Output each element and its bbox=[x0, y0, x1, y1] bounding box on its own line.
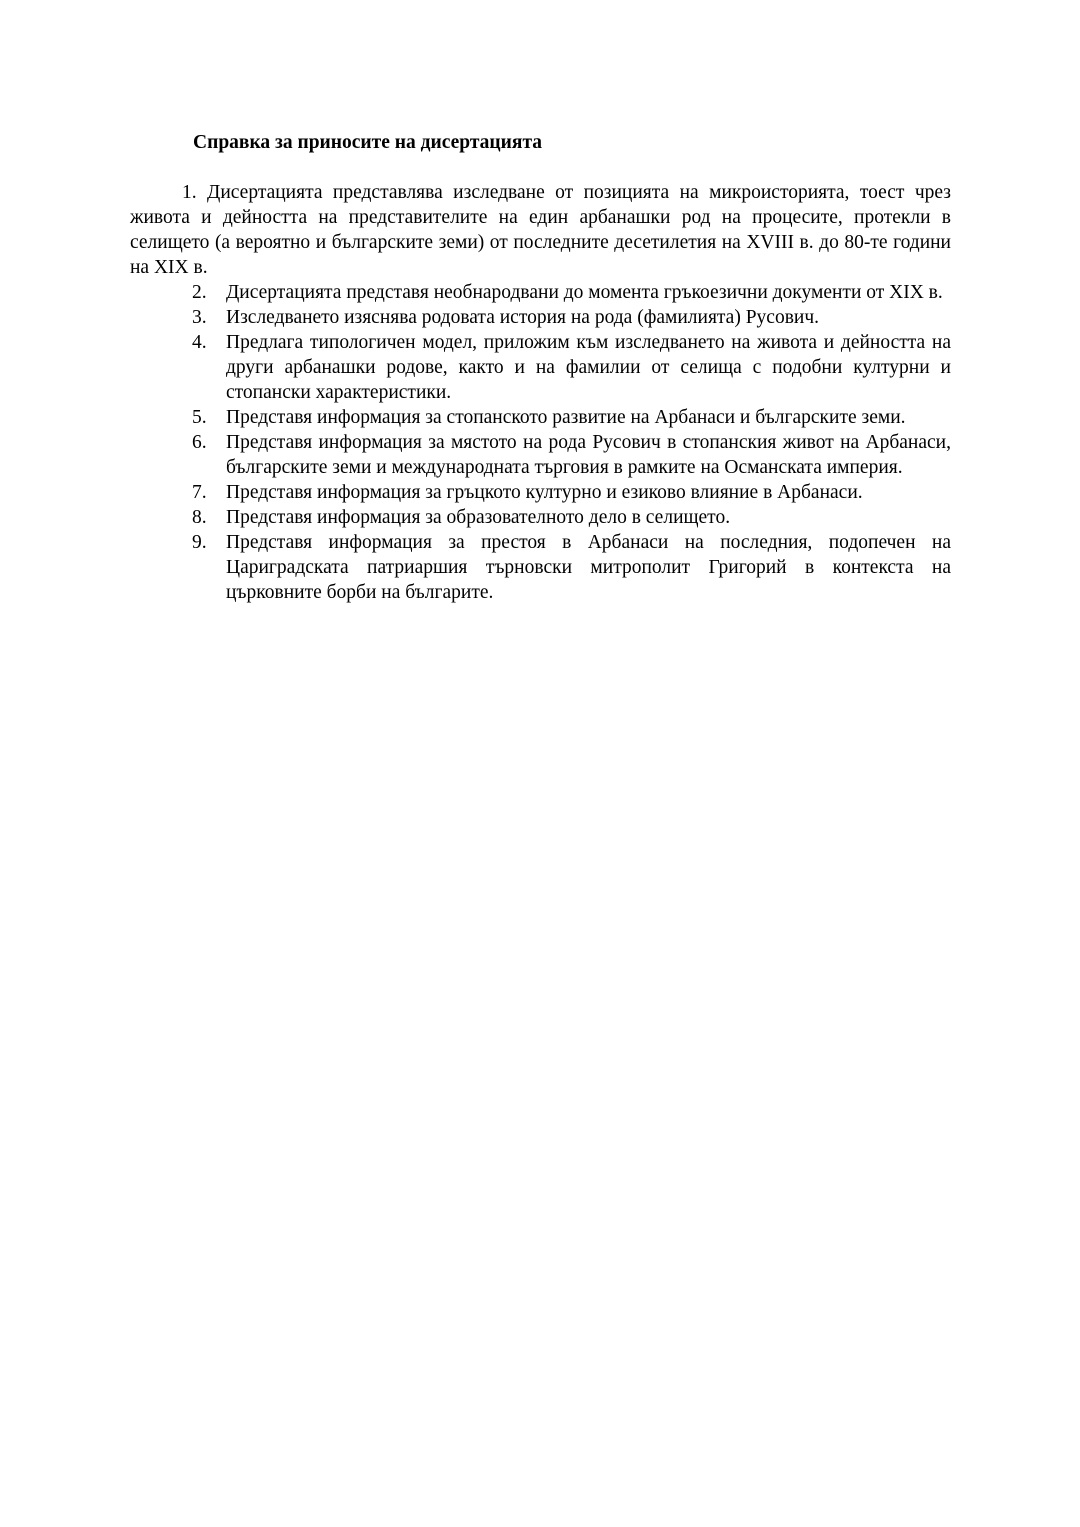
document-title: Справка за приносите на дисертацията bbox=[193, 132, 543, 153]
list-item bbox=[130, 505, 951, 530]
list-item-number: 4. bbox=[192, 332, 207, 353]
list-item-text: Представя информация за престоя в Арбанаси на последния, подопечен на Цариградската патриаршия търновски митрополит Григорий в контекста на църковните борби на българите. bbox=[226, 532, 951, 603]
list-item-text: Дисертацията представя необнародвани до момента гръкоезични документи от XIX в. bbox=[226, 282, 943, 303]
list-item-number: 8. bbox=[192, 507, 207, 528]
list-item bbox=[130, 480, 951, 505]
list-item bbox=[130, 405, 951, 430]
list-item-text: Предлага типологичен модел, приложим към изследването на живота и дейността на други арбанашки родове, както и на фамилии от селища с подобни културни и стопански характеристики. bbox=[226, 332, 951, 403]
list-item bbox=[130, 280, 951, 305]
list-item bbox=[130, 530, 951, 605]
list-item-number: 5. bbox=[192, 407, 207, 428]
list-item-text: Представя информация за гръцкото културно и езиково влияние в Арбанаси. bbox=[226, 482, 863, 503]
list-item-text: Представя информация за образователното дело в селището. bbox=[226, 507, 731, 528]
list-item bbox=[130, 330, 951, 405]
list-item-number: 3. bbox=[192, 307, 207, 328]
list-item-text: Представя информация за стопанското развитие на Арбанаси и българските земи. bbox=[226, 407, 906, 428]
list-item bbox=[130, 430, 951, 480]
list-item-number: 2. bbox=[192, 282, 207, 303]
list-item bbox=[130, 305, 951, 330]
contributions-list bbox=[130, 280, 951, 605]
list-item-text: Изследването изяснява родовата история на рода (фамилията) Русович. bbox=[226, 307, 820, 328]
intro-paragraph: 1. Дисертацията представлява изследване от позицията на микроисторията, тоест чрез живота и дейността на представителите на един арбанашки род на процесите, протекли в селището (а вероятно и българските земи) от последните десетилетия на XVIII в. до 80-те години на XIX в. bbox=[130, 182, 951, 278]
list-item-number: 6. bbox=[192, 432, 207, 453]
list-item-number: 7. bbox=[192, 482, 207, 503]
list-item-number: 9. bbox=[192, 532, 207, 553]
list-item-text: Представя информация за мястото на рода Русович в стопанския живот на Арбанаси, българските земи и международната търговия в рамките на Османската империя. bbox=[226, 432, 951, 478]
